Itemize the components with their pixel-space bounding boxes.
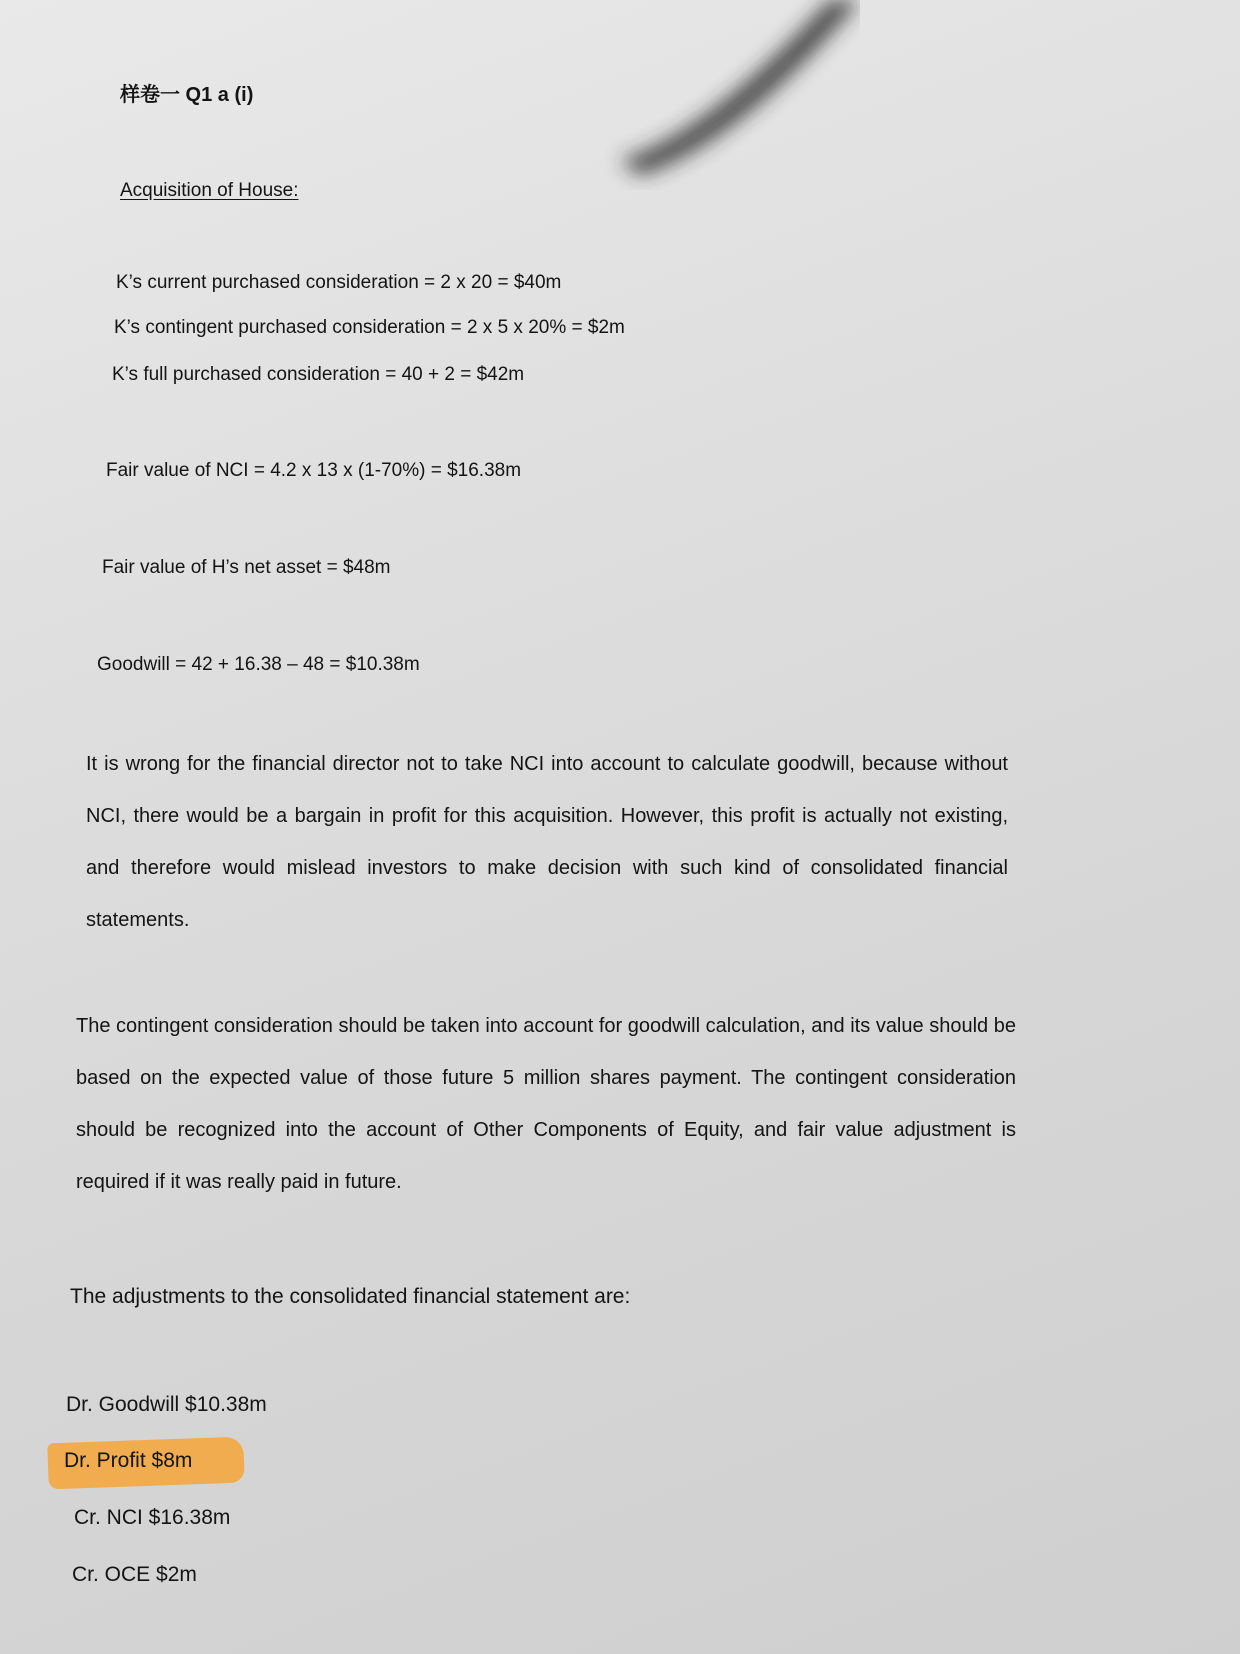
adjustments-intro: The adjustments to the consolidated financial statement are: <box>70 1285 631 1308</box>
contingent-explanation-text: The contingent consideration should be taken into account for goodwill calculation, and its value should be based on the expected value of those future 5 million shares payment. The contingent consideration should be recognized into the account of Other Components of Equity, and fair value adjustment is required if it was really paid in future. <box>76 1015 1016 1193</box>
journal-entry-oce: Cr. OCE $2m <box>72 1563 197 1586</box>
goodwill-line: Goodwill = 42 + 16.38 – 48 = $10.38m <box>97 654 420 675</box>
contingent-consideration-line: K’s contingent purchased consideration = 2 x 5 x 20% = $2m <box>114 317 625 338</box>
fair-value-net-asset-line: Fair value of H’s net asset = $48m <box>102 557 391 578</box>
nci-explanation-text: It is wrong for the financial director not to take NCI into account to calculate goodwill, because without NCI, there would be a bargain in profit for this acquisition. However, this profit is actually not existing, and therefore would mislead investors to make decision with such kind of consolidated financial statements. <box>86 753 1008 931</box>
pen-shadow <box>600 0 860 190</box>
full-consideration-line: K’s full purchased consideration = 40 + 2 = $42m <box>112 364 525 385</box>
journal-entry-goodwill: Dr. Goodwill $10.38m <box>66 1393 267 1416</box>
page-title: 样卷一 Q1 a (i) <box>120 84 254 106</box>
section-heading: Acquisition of House: <box>120 180 299 201</box>
fair-value-nci-line: Fair value of NCI = 4.2 x 13 x (1-70%) = $16.38m <box>106 460 522 481</box>
nci-explanation-paragraph <box>86 738 1008 946</box>
contingent-explanation-paragraph <box>76 1000 1016 1208</box>
journal-entry-profit: Dr. Profit $8m <box>64 1449 193 1472</box>
journal-entry-nci: Cr. NCI $16.38m <box>74 1506 231 1529</box>
current-consideration-line: K’s current purchased consideration = 2 x 20 = $40m <box>116 272 562 293</box>
